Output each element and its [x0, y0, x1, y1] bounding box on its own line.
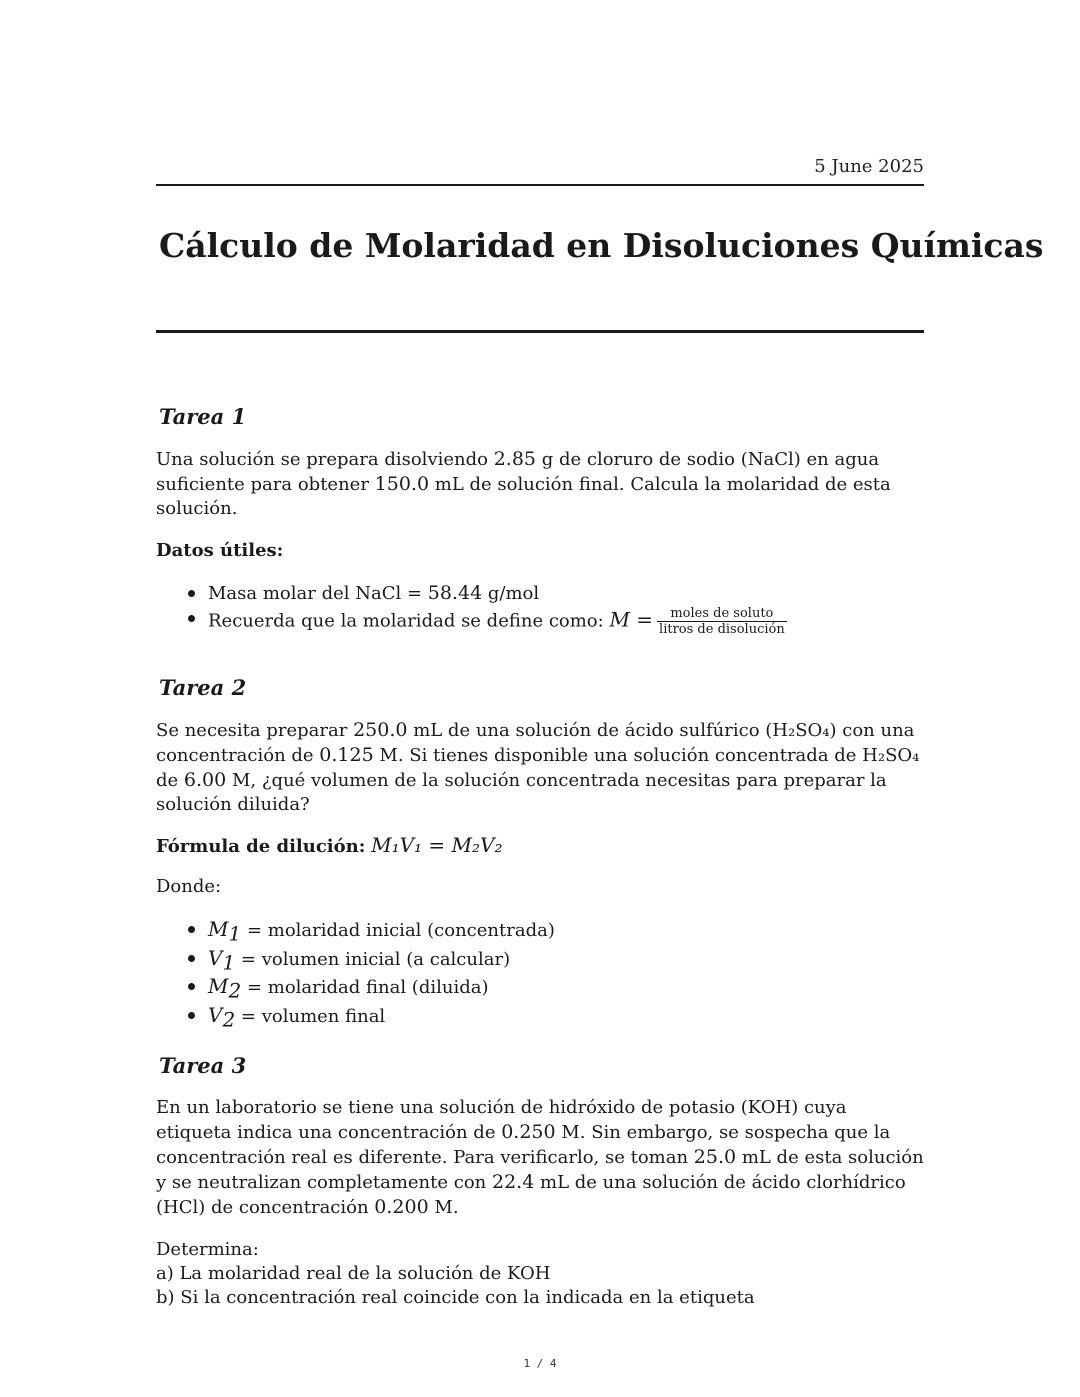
task-1-data-label: Datos útiles: — [156, 540, 284, 561]
header-rule-top — [156, 184, 924, 186]
task-1-heading: Tarea 1 — [159, 404, 247, 429]
task-2-variable-list — [156, 917, 924, 1031]
list-item: Masa molar del NaCl = 58.44 g/mol — [208, 581, 924, 606]
task-3-heading: Tarea 3 — [159, 1053, 247, 1078]
list-item: $V_2$ = volumen final — [208, 1003, 924, 1032]
task-3-statement: En un laboratorio se tiene una solución de hidróxido de potasio (KOH) cuya etiqueta indica una concentración de 0.250 M. Sin embargo, se sospecha que la concentración real es diferente. Para verificarlo, se toman 25.0 mL de esta solución y se neutralizan completamente con 22.4 mL de una solución de ácido clorhídrico (HCl) de concentración 0.200 M. — [156, 1097, 924, 1218]
task-2-heading: Tarea 2 — [159, 675, 247, 700]
document-date: 5 June 2025 — [814, 156, 924, 177]
task-3-item-b: b) Si la concentración real coincide con la indicada en la etiqueta — [156, 1287, 755, 1308]
task-3 — [156, 1053, 924, 1310]
page-title: Cálculo de Molaridad en Disoluciones Químicas — [159, 226, 1044, 265]
task-1-statement: Una solución se prepara disolviendo 2.85 g de cloruro de sodio (NaCl) en agua suficiente para obtener 150.0 mL de solución final. Calcula la molaridad de esta solución. — [156, 448, 891, 519]
list-item: $V_1$ = volumen inicial (a calcular) — [208, 946, 924, 975]
task-2-statement: Se necesita preparar 250.0 mL de una solución de ácido sulfúrico (H₂SO₄) con una concentración de 0.125 M. Si tienes disponible una solución concentrada de H₂SO₄ de 6.00 M, ¿qué volumen de la solución concentrada necesitas para preparar la solución diluida? — [156, 719, 920, 815]
dilution-formula: M₁V₁ = M₂V₂ — [371, 833, 503, 857]
task-2 — [156, 675, 924, 1031]
molarity-formula-lhs: M = — [609, 607, 654, 632]
task-3-item-a: a) La molaridad real de la solución de KOH — [156, 1263, 551, 1284]
page-number: 1 / 4 — [523, 1357, 557, 1370]
list-item: $M_2$ = molaridad final (diluida) — [208, 974, 924, 1003]
dilution-formula-line: Fórmula de dilución: M₁V₁ = M₂V₂ — [156, 833, 503, 857]
task-1-data-list — [156, 581, 924, 637]
task-2-where: Donde: — [156, 876, 222, 897]
list-item: $M_1$ = molaridad inicial (concentrada) — [208, 917, 924, 946]
task-3-determine: Determina: — [156, 1239, 259, 1260]
header-rule-bottom — [156, 330, 924, 333]
task-1 — [156, 404, 924, 637]
list-item: Recuerda que la molaridad se define como: M = $\frac{\text{moles de soluto}}{\text{litros de disolución}}$ — [208, 606, 924, 637]
molarity-fraction: $\frac{\text{moles de soluto}}{\text{litros de disolución}}$ — [659, 606, 785, 637]
